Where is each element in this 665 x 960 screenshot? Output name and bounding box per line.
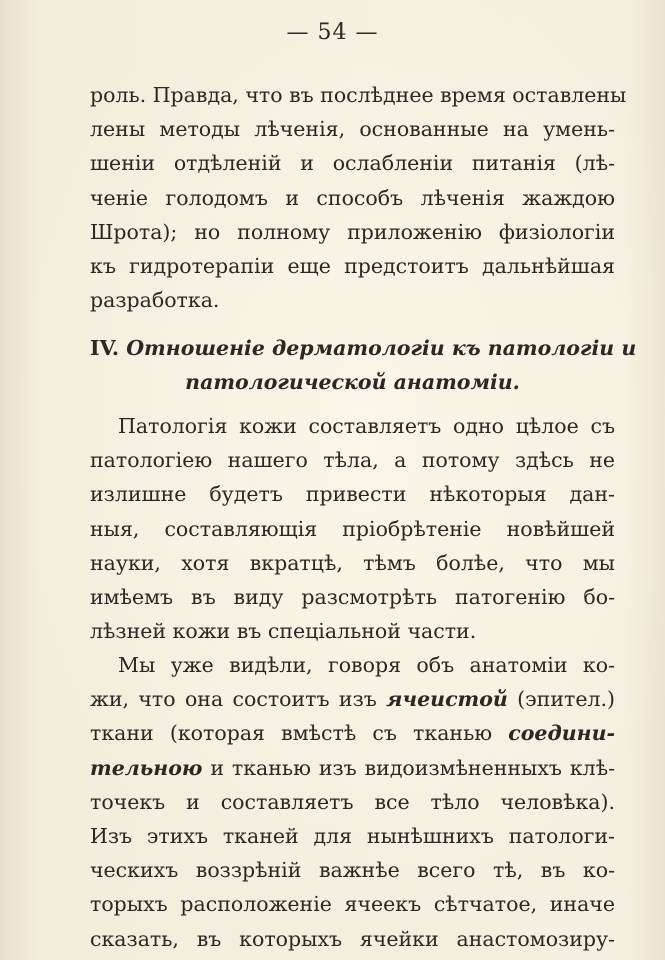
paragraph-1 (90, 78, 627, 317)
text-line: науки, хотя вкратцѣ, тѣмъ болѣе, что мы (90, 550, 615, 575)
text-line: патологіею нашего тѣла, а потому здѣсь не (90, 448, 615, 473)
text-line: Изъ этихъ тканей для нынѣшнихъ патологи- (90, 823, 615, 848)
text-line: ныя, составляющія пріобрѣтеніе новѣйшей (90, 516, 615, 541)
text-line: лѣзней кожи въ спеціальной части. (90, 619, 477, 644)
section-title-line-2: патологической анатоміи. (185, 370, 520, 394)
emphasis: соедини- (508, 721, 615, 746)
emphasis: тельною (90, 755, 203, 780)
text-line: разработка. (90, 288, 220, 313)
text-line: роль. Правда, что въ послѣднее время оставлены (90, 83, 627, 107)
text-line: излишне будетъ привести нѣкоторыя дан- (90, 482, 615, 507)
text-line: ченіе голодомъ и способъ лѣченія жаждою (90, 185, 615, 210)
text-line: сказать, въ которыхъ ячейки анастомозиру- (90, 926, 615, 951)
text-line: торыхъ расположеніе ячеекъ сѣтчатое, иначе (90, 892, 615, 917)
text-line: тельною и тканью изъ видоизмѣненныхъ клѣ- (90, 755, 615, 780)
text-line: Патологія кожи составляетъ одно цѣлое съ (118, 414, 615, 438)
paragraph-2 (90, 409, 615, 648)
text-line: шеніи отдѣленій и ослабленіи питанія (лѣ- (90, 151, 615, 176)
text-line: Шрота); но полному приложенію физіологіи (90, 219, 615, 244)
page-number: — 54 — (286, 20, 379, 45)
text-line: имѣемъ въ виду разсмотрѣть патогенію бо- (90, 584, 615, 609)
section-heading (90, 331, 637, 399)
section-roman-numeral: IV. (90, 336, 120, 360)
text-line: жи, что она состоитъ изъ ячеистой (эпител.) (90, 687, 615, 712)
text-line: Мы уже видѣли, говоря объ анатоміи ко- (118, 653, 615, 677)
text-line: лены методы лѣченія, основанные на умень- (90, 117, 615, 142)
section-title-line-1: Отношеніе дерматологіи къ патологіи и (126, 336, 637, 360)
text-line: ткани (которая вмѣстѣ съ тканью соедини- (90, 721, 615, 746)
text-line: ческихъ воззрѣній важнѣе всего тѣ, въ ко- (90, 858, 615, 883)
text-line: точекъ и составляетъ все тѣло человѣка). (90, 789, 615, 814)
text-line: къ гидротерапіи еще предстоитъ дальнѣйшая (90, 253, 615, 278)
paragraph-3 (90, 648, 615, 956)
emphasis: ячеистой (386, 687, 508, 712)
